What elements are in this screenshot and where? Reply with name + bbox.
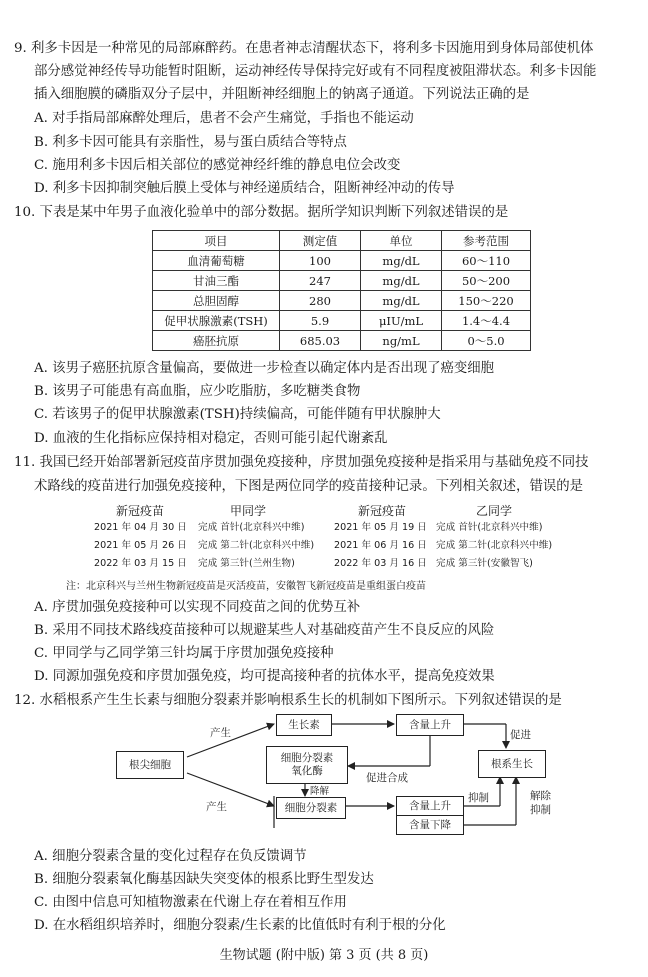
record-left-vaccine-label: 新冠疫苗: [116, 504, 165, 518]
table-cell: 促甲状腺激素(TSH): [153, 311, 280, 331]
record-right-date: 2021 年 06 月 16 日: [334, 540, 427, 551]
q11-option-a: A. 序贯加强免疫接种可以实现不同疫苗之间的优势互补: [34, 600, 361, 615]
table-cell: 总胆固醇: [153, 291, 280, 311]
table-header: 参考范围: [442, 231, 531, 251]
record-right-status: 完成 第三针(安徽智飞): [436, 558, 533, 569]
q10-option-c: C. 若该男子的促甲状腺激素(TSH)持续偏高，可能伴随有甲状腺肿大: [34, 407, 441, 422]
table-cell: 60～110: [442, 251, 531, 271]
page-footer: 生物试题 (附中版) 第 3 页 (共 8 页): [219, 948, 429, 963]
produce-label-bottom: 产生: [206, 801, 227, 813]
promote-label: 促进: [510, 729, 531, 741]
table-cell: 5.9: [280, 311, 361, 331]
table-cell: 50～200: [442, 271, 531, 291]
record-right-date: 2021 年 05 月 19 日: [334, 522, 427, 533]
q10-option-b: B. 该男子可能患有高血脂，应少吃脂肪，多吃糖类食物: [34, 384, 361, 399]
table-cell: mg/dL: [361, 251, 442, 271]
q9-stem-line-2: 部分感觉神经传导功能暂时阻断，运动神经传导保持完好或有不同程度被阻滞状态。利多卡因能: [34, 64, 597, 79]
record-right-status: 完成 第二针(北京科兴中维): [436, 540, 553, 551]
degrade-label: 降解: [310, 786, 330, 797]
record-left-status: 完成 首针(北京科兴中维): [198, 522, 305, 533]
relieve-label-line-2: 抑制: [530, 804, 551, 816]
oxidase-label-line-1: 细胞分裂素: [280, 752, 334, 764]
q9-option-b: B. 利多卡因可能具有亲脂性，易与蛋白质结合等特点: [34, 135, 347, 150]
table-cell: 血清葡萄糖: [153, 251, 280, 271]
oxidase-label-line-2: 氧化酶: [291, 765, 323, 777]
q11-option-c: C. 甲同学与乙同学第三针均属于序贯加强免疫接种: [34, 646, 334, 661]
q9-option-c: C. 施用利多卡因后相关部位的感觉神经纤维的静息电位会改变: [34, 158, 401, 173]
cytokinin-content-up-box: 含量上升: [396, 796, 464, 816]
table-cell: 685.03: [280, 331, 361, 351]
q12-option-d: D. 在水稻组织培养时，细胞分裂素/生长素的比值低时有利于根的分化: [34, 918, 446, 933]
q10-stem: 10. 下表是某中年男子血液化验单中的部分数据。据所学知识判断下列叙述错误的是: [14, 205, 509, 220]
q12-stem: 12. 水稻根系产生生长素与细胞分裂素并影响根系生长的机制如下图所示。下列叙述错误的是: [14, 693, 562, 708]
table-cell: 0～5.0: [442, 331, 531, 351]
table-cell: ng/mL: [361, 331, 442, 351]
table-header: 项目: [153, 231, 280, 251]
record-right-student: 乙同学: [476, 504, 513, 518]
table-cell: 1.4～4.4: [442, 311, 531, 331]
q11-option-b: B. 采用不同技术路线疫苗接种可以规避某些人对基础疫苗产生不良反应的风险: [34, 623, 495, 638]
auxin-box: 生长素: [276, 714, 332, 736]
relieve-label-line-1: 解除: [530, 790, 551, 802]
table-cell: mg/dL: [361, 271, 442, 291]
table-cell: mg/dL: [361, 291, 442, 311]
record-left-date: 2021 年 05 月 26 日: [94, 540, 187, 551]
table-cell: μIU/mL: [361, 311, 442, 331]
table-header: 测定值: [280, 231, 361, 251]
root-cell-box: 根尖细胞: [116, 751, 184, 779]
q11-stem-line-1: 11. 我国已经开始部署新冠疫苗序贯加强免疫接种，序贯加强免疫接种是指采用与基础免疫不同技: [14, 455, 589, 470]
promote-synthesis-label: 促进合成: [366, 772, 408, 784]
q10-option-a: A. 该男子癌胚抗原含量偏高，要做进一步检查以确定体内是否出现了癌变细胞: [34, 361, 495, 376]
q10-option-d: D. 血液的生化指标应保持相对稳定，否则可能引起代谢紊乱: [34, 431, 388, 446]
record-left-status: 完成 第二针(北京科兴中维): [198, 540, 315, 551]
cytokinin-oxidase-box: [266, 746, 348, 784]
auxin-content-up-box: 含量上升: [396, 714, 464, 736]
q9-stem-line-3: 插入细胞膜的磷脂双分子层中，并阻断神经细胞上的钠离子通道。下列说法正确的是: [34, 87, 530, 102]
cytokinin-box: 细胞分裂素: [276, 797, 346, 819]
record-left-date: 2021 年 04 月 30 日: [94, 522, 187, 533]
table-cell: 甘油三酯: [153, 271, 280, 291]
record-right-date: 2022 年 03 月 16 日: [334, 558, 427, 569]
q11-stem-line-2: 术路线的疫苗进行加强免疫接种，下图是两位同学的疫苗接种记录。下列相关叙述，错误的是: [34, 479, 584, 494]
table-cell: 247: [280, 271, 361, 291]
q9-option-d: D. 利多卡因抑制突触后膜上受体与神经递质结合，阻断神经冲动的传导: [34, 181, 455, 196]
table-cell: 280: [280, 291, 361, 311]
record-left-status: 完成 第三针(兰州生物): [198, 558, 295, 569]
q12-option-a: A. 细胞分裂素含量的变化过程存在负反馈调节: [34, 849, 307, 864]
record-left-student: 甲同学: [230, 504, 267, 518]
q12-option-c: C. 由图中信息可知植物激素在代谢上存在着相互作用: [34, 895, 347, 910]
record-left-date: 2022 年 03 月 15 日: [94, 558, 187, 569]
produce-label-top: 产生: [210, 727, 231, 739]
q12-option-b: B. 细胞分裂素氧化酶基因缺失突变体的根系比野生型发达: [34, 872, 374, 887]
table-cell: 癌胚抗原: [153, 331, 280, 351]
q11-option-d: D. 同源加强免疫和序贯加强免疫，均可提高接种者的抗体水平，提高免疫效果: [34, 669, 495, 684]
inhibit-label: 抑制: [468, 792, 489, 804]
record-note: 注：北京科兴与兰州生物新冠疫苗是灭活疫苗，安徽智飞新冠疫苗是重组蛋白疫苗: [66, 581, 426, 592]
root-growth-box: 根系生长: [478, 750, 546, 778]
q9-option-a: A. 对手指局部麻醉处理后，患者不会产生痛觉，手指也不能运动: [34, 111, 414, 126]
table-header: 单位: [361, 231, 442, 251]
record-right-status: 完成 首针(北京科兴中维): [436, 522, 543, 533]
table-cell: 150～220: [442, 291, 531, 311]
content-down-box: 含量下降: [396, 815, 464, 835]
q9-stem-line-1: 9. 利多卡因是一种常见的局部麻醉药。在患者神志清醒状态下，将利多卡因施用到身体局部使机体: [14, 41, 594, 56]
table-cell: 100: [280, 251, 361, 271]
record-right-vaccine-label: 新冠疫苗: [358, 504, 407, 518]
